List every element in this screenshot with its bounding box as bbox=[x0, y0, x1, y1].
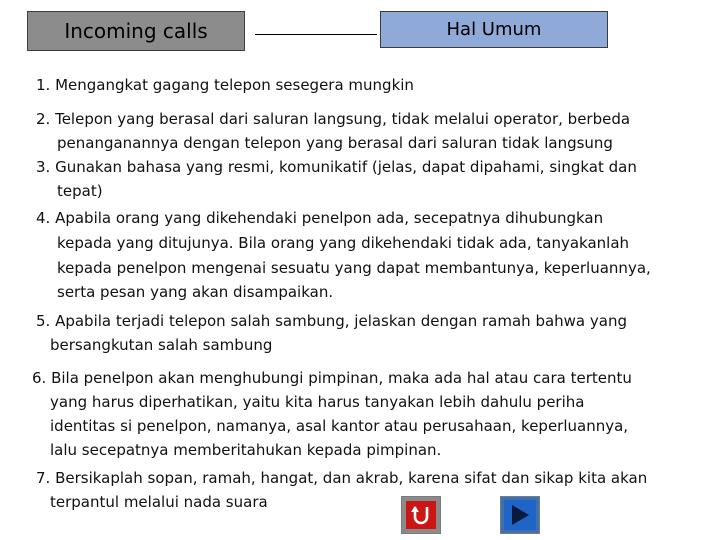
list-item-1: 1. Mengangkat gagang telepon sesegera mungkin bbox=[36, 76, 414, 94]
play-next-icon bbox=[504, 500, 536, 530]
list-item-4-cont-2: kepada penelpon mengenai sesuatu yang dapat membantunya, keperluannya, bbox=[57, 259, 651, 277]
list-item-2-cont: penanganannya dengan telepon yang berasal dari saluran tidak langsung bbox=[57, 134, 613, 152]
next-button[interactable] bbox=[500, 496, 540, 534]
list-item-6-cont-3: lalu secepatnya memberitahukan kepada pimpinan. bbox=[50, 441, 442, 459]
list-item-4-cont-1: kepada yang ditujunya. Bila orang yang dikehendaki tidak ada, tanyakanlah bbox=[57, 234, 630, 252]
list-item-3-cont: tepat) bbox=[57, 182, 103, 200]
list-item-7: 7. Bersikaplah sopan, ramah, hangat, dan akrab, karena sifat dan sikap kita akan bbox=[36, 469, 648, 487]
list-item-5-cont: bersangkutan salah sambung bbox=[50, 336, 273, 354]
list-item-6: 6. Bila penelpon akan menghubungi pimpinan, maka ada hal atau cara tertentu bbox=[32, 369, 632, 387]
incoming-calls-header bbox=[27, 11, 245, 51]
return-button[interactable] bbox=[401, 496, 441, 534]
hal-umum-tab[interactable] bbox=[380, 11, 608, 48]
list-item-2: 2. Telepon yang berasal dari saluran langsung, tidak melalui operator, berbeda bbox=[36, 110, 631, 128]
return-arrow-icon bbox=[406, 501, 436, 529]
connector-line bbox=[255, 34, 377, 35]
list-item-7-cont: terpantul melalui nada suara bbox=[50, 493, 268, 511]
list-item-5: 5. Apabila terjadi telepon salah sambung, jelaskan dengan ramah bahwa yang bbox=[36, 312, 627, 330]
list-item-4-cont-3: serta pesan yang akan disampaikan. bbox=[57, 283, 334, 301]
incoming-calls-title: Incoming calls bbox=[64, 19, 208, 43]
hal-umum-label: Hal Umum bbox=[446, 19, 542, 40]
list-item-6-cont-1: yang harus diperhatikan, yaitu kita harus tanyakan lebih dahulu periha bbox=[50, 393, 585, 411]
list-item-6-cont-2: identitas si penelpon, namanya, asal kantor atau perusahaan, keperluannya, bbox=[50, 417, 629, 435]
list-item-3: 3. Gunakan bahasa yang resmi, komunikatif (jelas, dapat dipahami, singkat dan bbox=[36, 158, 637, 176]
list-item-4: 4. Apabila orang yang dikehendaki penelpon ada, secepatnya dihubungkan bbox=[36, 209, 604, 227]
